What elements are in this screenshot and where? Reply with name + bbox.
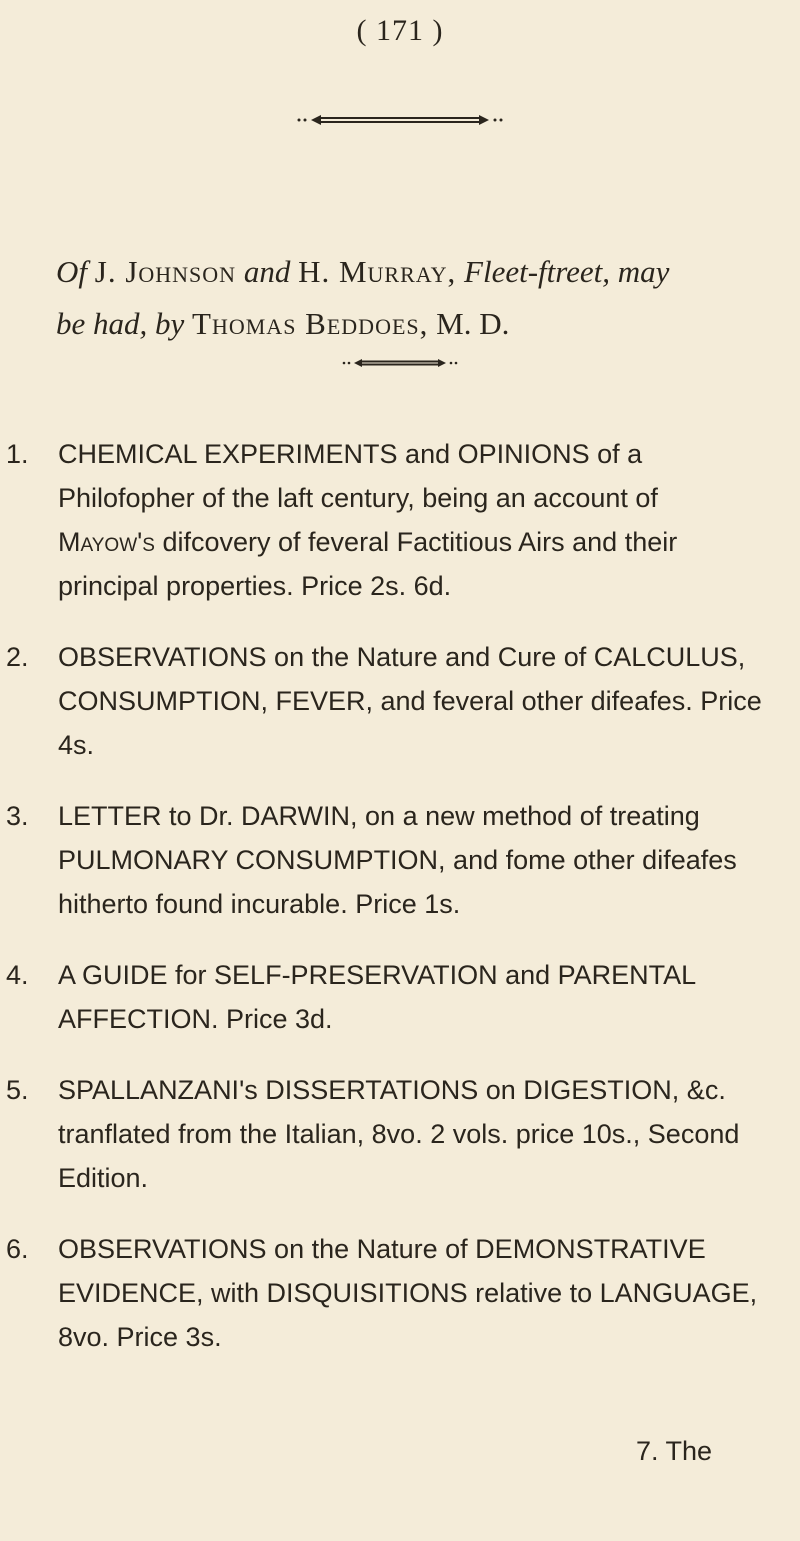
catalogue-entry bbox=[6, 1227, 762, 1359]
publisher-name-2: H. Murray, bbox=[298, 254, 457, 289]
entry-author-mayow: Mayow's bbox=[58, 527, 155, 557]
publisher-line-2 bbox=[56, 298, 756, 350]
ornamental-rule-top bbox=[0, 112, 800, 133]
entry-body bbox=[6, 953, 762, 1041]
ornament-rule-icon bbox=[340, 356, 460, 370]
catalogue-entry bbox=[6, 794, 762, 926]
entry-text: OBSERVATIONS on the Nature and Cure of CALCULUS, CONSUMPTION, FEVER, and feveral other difeafes. Price 4s. bbox=[58, 642, 762, 760]
publisher-line-1 bbox=[56, 246, 756, 298]
ornamental-rule-middle bbox=[0, 356, 800, 375]
entry-text: CHEMICAL EXPERIMENTS and OPINIONS of a Philofopher of the laft century, being an account of bbox=[58, 439, 658, 513]
entry-body bbox=[6, 432, 762, 608]
entry-body bbox=[6, 635, 762, 767]
page-number: ( 171 ) bbox=[356, 14, 444, 47]
entry-text-continued: difcovery of feveral Factitious Airs and their principal properties. Price 2s. 6d. bbox=[58, 527, 678, 601]
catalogue-entry bbox=[6, 432, 762, 608]
entry-number: 6. bbox=[6, 1234, 29, 1264]
entry-text: A GUIDE for SELF-PRESERVATION and PARENTAL AFFECTION. Price 3d. bbox=[58, 960, 696, 1034]
author-name: Thomas Beddoes, bbox=[192, 306, 429, 341]
catalogue-entry bbox=[6, 635, 762, 767]
entry-text: LETTER to Dr. DARWIN, on a new method of treating PULMONARY CONSUMPTION, and fome other difeafes hitherto found incurable. Price 1s. bbox=[58, 801, 737, 919]
catchword: 7. The bbox=[636, 1436, 713, 1466]
entry-number: 4. bbox=[6, 960, 29, 990]
publisher-of: Of bbox=[56, 254, 87, 289]
entry-number: 1. bbox=[6, 439, 29, 469]
publisher-prefix: be had, by bbox=[56, 306, 185, 341]
publisher-notice bbox=[56, 246, 756, 350]
catalogue-entry bbox=[6, 953, 762, 1041]
publisher-and: and bbox=[243, 254, 291, 289]
ornament-rule-icon bbox=[295, 112, 505, 128]
entry-body bbox=[6, 794, 762, 926]
catalogue-entry bbox=[6, 1068, 762, 1200]
author-degree: M. D. bbox=[436, 306, 510, 341]
entry-body bbox=[6, 1068, 762, 1200]
entry-number: 3. bbox=[6, 801, 29, 831]
publisher-name-1: J. Johnson bbox=[94, 254, 237, 289]
entry-number: 2. bbox=[6, 642, 29, 672]
publisher-place: Fleet-ftreet, may bbox=[464, 254, 670, 289]
catalogue-entries bbox=[6, 432, 762, 1386]
entry-number: 5. bbox=[6, 1075, 29, 1105]
entry-text: SPALLANZANI's DISSERTATIONS on DIGESTION, &c. tranflated from the Italian, 8vo. 2 vols. price 10s., Second Edition. bbox=[58, 1075, 740, 1193]
entry-body bbox=[6, 1227, 762, 1359]
entry-text: OBSERVATIONS on the Nature of DEMONSTRATIVE EVIDENCE, with DISQUISITIONS relative to LANGUAGE, 8vo. Price 3s. bbox=[58, 1234, 758, 1352]
